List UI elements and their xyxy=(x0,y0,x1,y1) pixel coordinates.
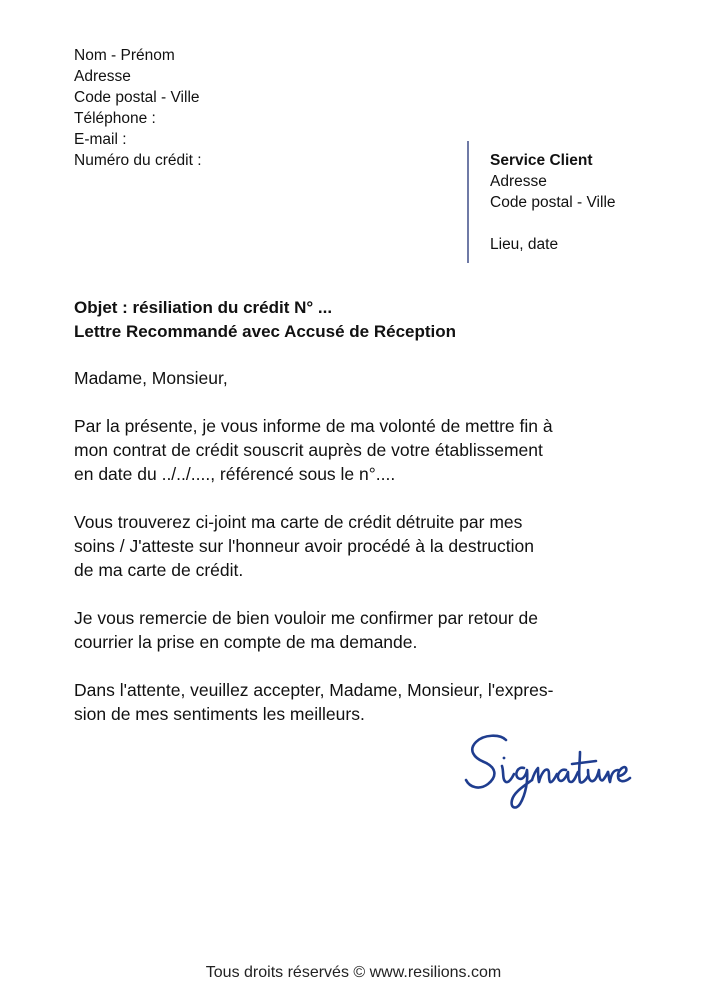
signature-strokes xyxy=(466,736,630,808)
paragraph-line: en date du ../../...., référencé sous le n°.... xyxy=(74,464,396,484)
recipient-block xyxy=(490,150,616,255)
paragraph-line: Je vous remercie de bien vouloir me confirmer par retour de xyxy=(74,608,538,628)
sender-address: Adresse xyxy=(74,68,131,85)
sender-phone: Téléphone : xyxy=(74,110,156,127)
place-date: Lieu, date xyxy=(490,236,559,253)
paragraph-line: de ma carte de crédit. xyxy=(74,560,244,580)
paragraph-line: Vous trouverez ci-joint ma carte de crédit détruite par mes xyxy=(74,512,523,532)
paragraph-card xyxy=(74,510,654,582)
sender-email: E-mail : xyxy=(74,131,127,148)
paragraph-line: Dans l'attente, veuillez accepter, Madame, Monsieur, l'expres- xyxy=(74,680,554,700)
paragraph-confirmation xyxy=(74,606,654,654)
recipient-name: Service Client xyxy=(490,152,593,169)
footer-copyright: Tous droits réservés © www.resilions.com xyxy=(205,964,502,981)
sender-name: Nom - Prénom xyxy=(74,47,175,64)
subject-block xyxy=(74,296,456,344)
paragraph-line: Par la présente, je vous informe de ma volonté de mettre fin à xyxy=(74,416,553,436)
signature-image xyxy=(462,728,634,812)
subject-line: Objet : résiliation du crédit N° ... xyxy=(74,298,333,317)
salutation-text: Madame, Monsieur, xyxy=(74,368,228,388)
paragraph-closing xyxy=(74,678,654,726)
sender-block xyxy=(74,45,202,171)
sender-postal-city: Code postal - Ville xyxy=(74,89,200,106)
sender-credit-number: Numéro du crédit : xyxy=(74,152,202,169)
delivery-method-line: Lettre Recommandé avec Accusé de Réception xyxy=(74,322,457,341)
paragraph-termination xyxy=(74,414,654,486)
recipient-address: Adresse xyxy=(490,173,547,190)
paragraph-line: soins / J'atteste sur l'honneur avoir procédé à la destruction xyxy=(74,536,534,556)
paragraph-line: courrier la prise en compte de ma demande. xyxy=(74,632,418,652)
recipient-divider xyxy=(467,141,469,263)
paragraph-line: mon contrat de crédit souscrit auprès de votre établissement xyxy=(74,440,543,460)
paragraph-line: sion de mes sentiments les meilleurs. xyxy=(74,704,365,724)
recipient-postal-city: Code postal - Ville xyxy=(490,194,616,211)
salutation xyxy=(74,366,654,390)
letter-body xyxy=(74,366,654,750)
